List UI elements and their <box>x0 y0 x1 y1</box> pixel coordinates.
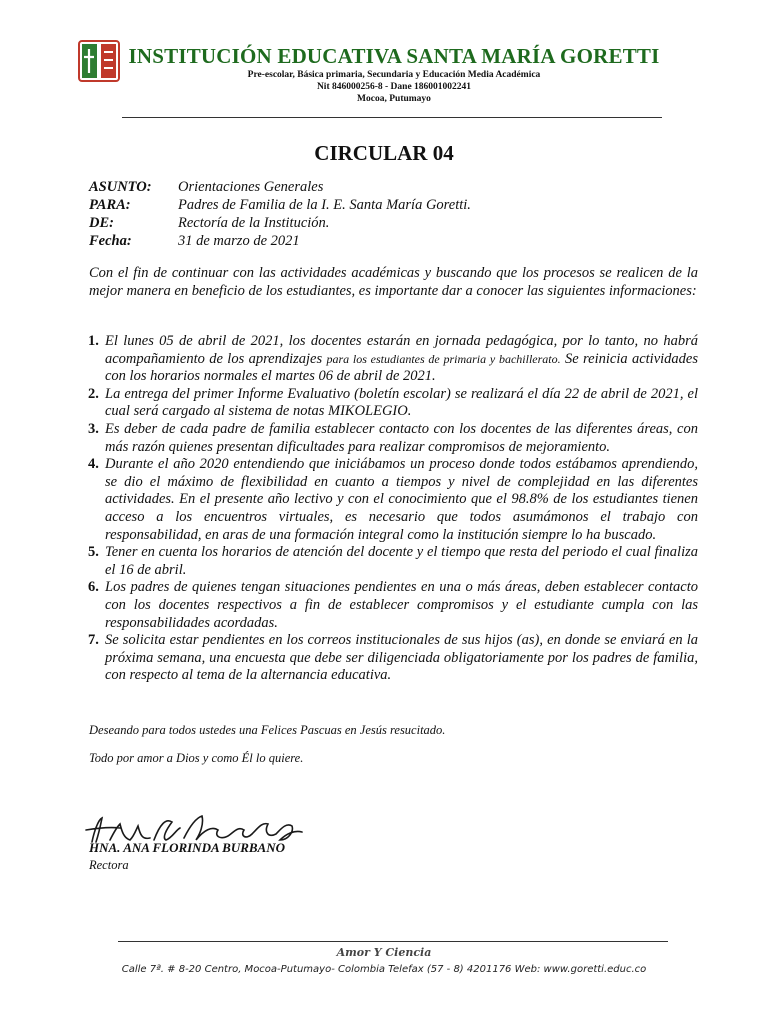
list-item <box>89 333 698 386</box>
list-item <box>89 456 698 544</box>
item-text-small: para los estudiantes de primaria y bachillerato. <box>326 351 561 366</box>
field-de <box>89 215 329 232</box>
field-value: 31 de marzo de 2021 <box>178 233 300 249</box>
footer-motto: Amor Y Ciencia <box>336 946 432 959</box>
closing-motto: Todo por amor a Dios y como Él lo quiere. <box>89 751 304 765</box>
list-item <box>89 632 698 685</box>
signatory-role: Rectora <box>89 858 129 872</box>
item-text: Durante el año 2020 entendiendo que iniciábamos un proceso donde todos estábamos aprendiendo, se dio el máximo de flexibilidad en cuanto a tiempos y nivel de complejidad en las diferentes actividades. En el presente año lectivo y con el conocimiento que el 98.8% de los estudiantes tienen acceso a los encuentros virtuales, es necesario que todos asumámonos el trabajo con responsabilidad, en aras de una formación integral como la institución siempre lo ha buscado. <box>105 456 698 543</box>
education-levels: Pre-escolar, Básica primaria, Secundaria y Educación Media Académica <box>247 70 541 80</box>
footer-address: Calle 7ª. # 8-20 Centro, Mocoa-Putumayo- Colombia Telefax (57 - 8) 4201176 Web: www.goretti.educ.co <box>121 964 647 975</box>
nit-dane: Nit 846000256-8 - Dane 186001002241 <box>316 82 472 92</box>
footer-divider <box>118 941 668 942</box>
list-item <box>89 579 698 632</box>
field-value: Rectoría de la Institución. <box>178 215 330 231</box>
field-para <box>89 197 471 214</box>
signatory-name: HNA. ANA FLORINDA BURBANO <box>89 840 286 855</box>
field-value: Orientaciones Generales <box>178 179 324 195</box>
city: Mocoa, Putumayo <box>357 94 431 104</box>
field-label: Fecha: <box>89 233 132 249</box>
item-text: El lunes 05 de abril de 2021, los docentes estarán en jornada pedagógica, por lo tanto, no habrá acompañamiento de los aprendizajes <box>105 333 698 367</box>
field-fecha <box>89 233 300 250</box>
item-number: 2. <box>88 385 99 402</box>
item-number: 6. <box>88 579 99 596</box>
item-text: Se solicita estar pendientes en los correos institucionales de sus hijos (as), en donde se enviará en la próxima semana, una encuesta que debe ser diligenciada obligatoriamente por los padres de familia, con respecto al tema de la alternancia educativa. <box>105 632 698 684</box>
list-item <box>89 421 698 456</box>
field-asunto <box>89 179 323 196</box>
item-text: La entrega del primer Informe Evaluativo (boletín escolar) se realizará el día 22 de abril de 2021, el cual será cargado al sistema de notas MIKOLEGIO. <box>105 385 698 420</box>
field-label: ASUNTO: <box>89 179 152 195</box>
item-number: 4. <box>88 456 99 473</box>
school-shield-logo-icon <box>78 40 120 82</box>
list-item <box>89 544 698 579</box>
page-title: CIRCULAR 04 <box>314 141 454 165</box>
item-text: Los padres de quienes tengan situaciones pendientes en una o más áreas, deben establecer contacto con los docentes respectivos a fin de establecer compromisos y el estudiante cumpla con las responsabilidades acordadas. <box>105 579 698 631</box>
list-item <box>89 386 698 421</box>
item-text: Tener en cuenta los horarios de atención del docente y el tiempo que resta del periodo el cual finaliza el 16 de abril. <box>105 544 698 578</box>
field-label: PARA: <box>89 197 131 213</box>
item-text: Es deber de cada padre de familia establecer contacto con los docentes de las diferentes áreas, con más razón quienes presentan dificultades para realizar compromisos de mejoramiento. <box>105 420 698 455</box>
field-label: DE: <box>89 215 114 231</box>
intro-paragraph: Con el fin de continuar con las actividades académicas y buscando que los procesos se realicen de la mejor manera en beneficio de los estudiantes, es importante dar a conocer las siguientes informaciones: <box>89 265 698 299</box>
institution-name: INSTITUCIÓN EDUCATIVA SANTA MARÍA GORETTI <box>128 44 660 68</box>
closing-wishes: Deseando para todos ustedes una Felices Pascuas en Jesús resucitado. <box>89 723 446 737</box>
field-value: Padres de Familia de la I. E. Santa María Goretti. <box>178 197 471 213</box>
item-number: 7. <box>88 632 99 649</box>
header-divider <box>122 117 662 118</box>
information-list <box>89 333 698 685</box>
item-number: 5. <box>88 544 99 561</box>
item-number: 3. <box>88 420 99 437</box>
item-number: 1. <box>88 333 99 349</box>
item-text-continued: Se reinicia actividades con los horarios normales el martes 06 de abril de 2021. <box>105 350 698 385</box>
